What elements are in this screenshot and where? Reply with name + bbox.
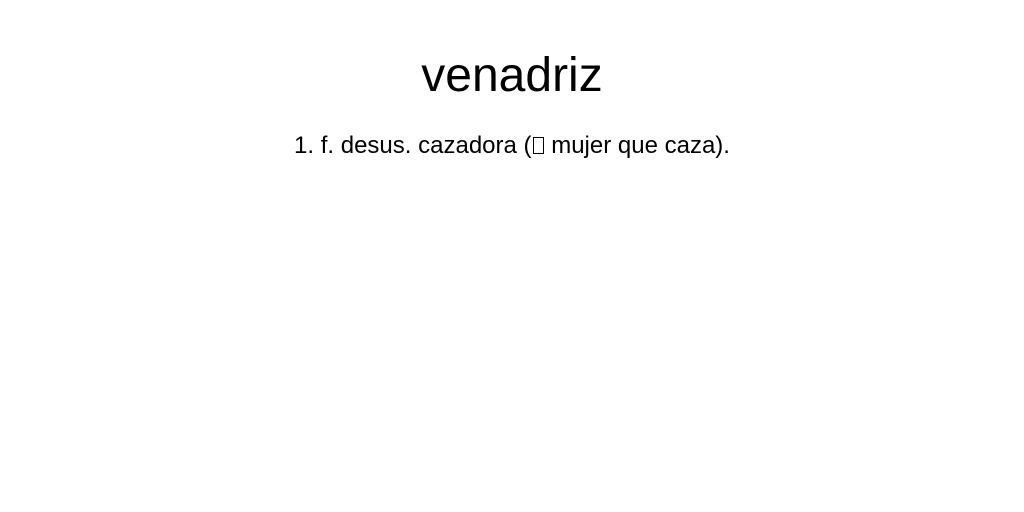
headword: venadriz: [421, 49, 603, 102]
close-paren: ).: [715, 132, 730, 159]
definition-line: [0, 132, 1024, 160]
definition-term: cazadora: [418, 132, 517, 159]
open-paren: (: [523, 132, 532, 159]
definition-gloss: mujer que caza: [551, 132, 716, 159]
missing-glyph-icon: [533, 137, 544, 154]
sense-number: 1.: [294, 132, 315, 159]
usage-label: desus.: [340, 132, 412, 159]
grammar-abbreviation: f.: [320, 132, 335, 159]
